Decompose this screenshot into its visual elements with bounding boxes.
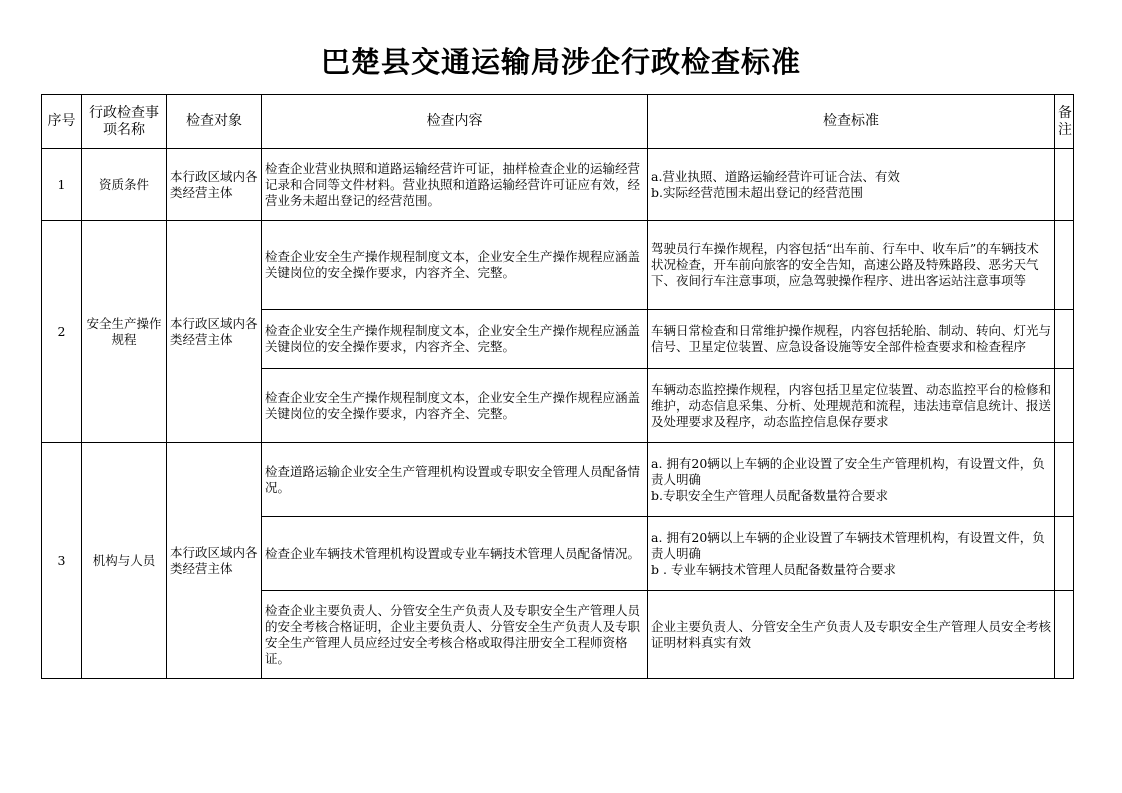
- row-content: 检查企业车辆技术管理机构设置或专业车辆技术管理人员配备情况。: [262, 517, 648, 591]
- row-content: 检查企业安全生产操作规程制度文本，企业安全生产操作规程应涵盖关键岗位的安全操作要求，内容齐全、完整。: [262, 221, 648, 310]
- row-item: 安全生产操作规程: [82, 221, 167, 443]
- standard-line: b . 专业车辆技术管理人员配备数量符合要求: [651, 561, 896, 577]
- header-standard: 检查标准: [648, 95, 1055, 149]
- row-note: [1055, 517, 1074, 591]
- row-standard: 驾驶员行车操作规程，内容包括“出车前、行车中、收车后”的车辆技术状况检查，开车前向旅客的安全告知，高速公路及特殊路段、恶劣天气下、夜间行车注意事项，应急驾驶操作程序、进出客运站注意事项等: [648, 221, 1055, 310]
- inspection-standards-table: [41, 94, 1074, 679]
- row-object: 本行政区域内各类经营主体: [167, 443, 262, 679]
- row-seq: 3: [42, 443, 82, 679]
- row-note: [1055, 443, 1074, 517]
- row-standard: 企业主要负责人、分管安全生产负责人及专职安全生产管理人员安全考核证明材料真实有效: [648, 591, 1055, 679]
- row-content: 检查企业安全生产操作规程制度文本，企业安全生产操作规程应涵盖关键岗位的安全操作要求，内容齐全、完整。: [262, 369, 648, 443]
- row-standard: 车辆日常检查和日常维护操作规程，内容包括轮胎、制动、转向、灯光与信号、卫星定位装置、应急设备设施等安全部件检查要求和检查程序: [648, 310, 1055, 369]
- standard-line: b.实际经营范围未超出登记的经营范围: [651, 184, 863, 200]
- document-title: 巴楚县交通运输局涉企行政检查标准: [320, 45, 801, 79]
- row-standard: 车辆动态监控操作规程，内容包括卫星定位装置、动态监控平台的检修和维护，动态信息采集、分析、处理规范和流程，违法违章信息统计、报送及处理要求及程序，动态监控信息保存要求: [648, 369, 1055, 443]
- standard-line: a.营业执照、道路运输经营许可证合法、有效: [651, 168, 900, 184]
- row-object: 本行政区域内各类经营主体: [167, 149, 262, 221]
- header-seq: 序号: [42, 95, 82, 149]
- row-content: 检查企业主要负责人、分管安全生产负责人及专职安全生产管理人员的安全考核合格证明，企业主要负责人、分管安全生产负责人及专职安全生产管理人员应经过安全考核合格或取得注册安全工程师资格证。: [262, 591, 648, 679]
- row-note: [1055, 149, 1074, 221]
- row-standard: [648, 443, 1055, 517]
- header-note: 备注: [1055, 95, 1074, 149]
- row-note: [1055, 221, 1074, 310]
- table-header-row: [42, 95, 1074, 149]
- table-row: [42, 149, 1074, 221]
- standard-line: b.专职安全生产管理人员配备数量符合要求: [651, 487, 888, 503]
- standard-line: a. 拥有20辆以上车辆的企业设置了车辆技术管理机构，有设置文件，负责人明确: [651, 529, 1045, 561]
- row-note: [1055, 310, 1074, 369]
- row-content: 检查企业安全生产操作规程制度文本，企业安全生产操作规程应涵盖关键岗位的安全操作要求，内容齐全、完整。: [262, 310, 648, 369]
- header-object: 检查对象: [167, 95, 262, 149]
- row-standard: [648, 149, 1055, 221]
- row-content: 检查道路运输企业安全生产管理机构设置或专职安全管理人员配备情况。: [262, 443, 648, 517]
- header-content: 检查内容: [262, 95, 648, 149]
- row-standard: [648, 517, 1055, 591]
- table-row: [42, 443, 1074, 517]
- row-item: 机构与人员: [82, 443, 167, 679]
- row-seq: 2: [42, 221, 82, 443]
- row-content: 检查企业营业执照和道路运输经营许可证，抽样检查企业的运输经营记录和合同等文件材料。营业执照和道路运输经营许可证应有效，经营业务未超出登记的经营范围。: [262, 149, 648, 221]
- table-row: [42, 221, 1074, 310]
- standard-line: a. 拥有20辆以上车辆的企业设置了安全生产管理机构，有设置文件，负责人明确: [651, 455, 1045, 487]
- header-item: 行政检查事项名称: [82, 95, 167, 149]
- row-object: 本行政区域内各类经营主体: [167, 221, 262, 443]
- row-note: [1055, 369, 1074, 443]
- row-seq: 1: [42, 149, 82, 221]
- row-note: [1055, 591, 1074, 679]
- row-item: 资质条件: [82, 149, 167, 221]
